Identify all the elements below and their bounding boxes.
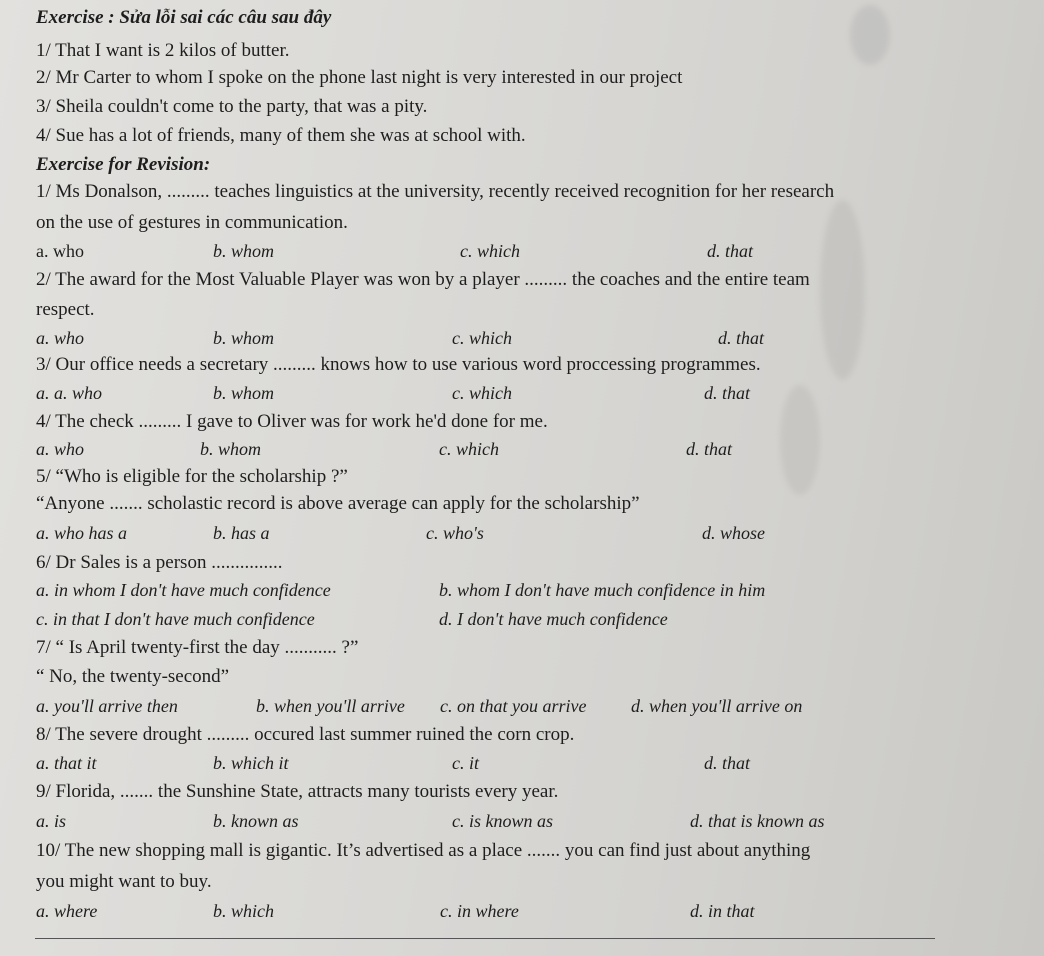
question-text: “ No, the twenty-second”	[36, 666, 230, 687]
option-c: c. which	[452, 383, 512, 403]
option-b: b. whom I don't have much confidence in him	[439, 580, 766, 600]
option-c: c. which	[460, 241, 520, 261]
exercise1-item: 3/ Sheila couldn't come to the party, that was a pity.	[36, 96, 428, 117]
option-a: a. who	[36, 241, 84, 261]
option-d: d. in that	[690, 901, 755, 921]
option-d: d. when you'll arrive on	[631, 696, 803, 716]
option-d: d. that	[707, 241, 754, 261]
show-through-mark	[780, 385, 820, 495]
question-text: 2/ The award for the Most Valuable Player was won by a player ......... the coaches and the entire team	[36, 269, 810, 290]
option-a: a. who	[36, 328, 85, 348]
question-text: “Anyone ....... scholastic record is above average can apply for the scholarship”	[36, 493, 640, 514]
option-d: d. that	[704, 753, 751, 773]
option-a: a. you'll arrive then	[36, 696, 178, 716]
question-text: 5/ “Who is eligible for the scholarship ?”	[36, 466, 348, 487]
option-d: d. I don't have much confidence	[439, 609, 668, 629]
bottom-divider	[35, 938, 935, 939]
option-c: c. it	[452, 753, 479, 773]
option-c: c. which	[439, 439, 499, 459]
question-text: 7/ “ Is April twenty-first the day ........... ?”	[36, 637, 359, 658]
option-a: a. is	[36, 811, 67, 831]
option-b: b. whom	[213, 328, 275, 348]
option-c: c. in that I don't have much confidence	[36, 609, 315, 629]
option-d: d. that	[686, 439, 733, 459]
exercise-title: Exercise : Sửa lỗi sai các câu sau đây	[36, 7, 332, 28]
option-d: d. whose	[702, 523, 765, 543]
option-b: b. whom	[200, 439, 262, 459]
question-text: respect.	[36, 299, 95, 320]
option-c: c. on that you arrive	[440, 696, 587, 716]
question-text: 4/ The check ......... I gave to Oliver was for work he'd done for me.	[36, 411, 548, 432]
option-a: a. a. who	[36, 383, 103, 403]
option-d: d. that is known as	[690, 811, 825, 831]
question-text: 9/ Florida, ....... the Sunshine State, attracts many tourists every year.	[36, 781, 559, 802]
question-text: on the use of gestures in communication.	[36, 212, 348, 233]
option-d: d. that	[718, 328, 765, 348]
option-a: a. that it	[36, 753, 97, 773]
option-a: a. where	[36, 901, 98, 921]
exercise1-item: 4/ Sue has a lot of friends, many of them she was at school with.	[36, 125, 526, 146]
option-b: b. whom	[213, 241, 275, 261]
question-text: 10/ The new shopping mall is gigantic. It’s advertised as a place ....... you can find just about anything	[36, 840, 811, 861]
option-c: c. is known as	[452, 811, 553, 831]
question-text: 6/ Dr Sales is a person ...............	[36, 552, 283, 573]
question-text: 3/ Our office needs a secretary ......... knows how to use various word proccessing programmes.	[36, 354, 761, 375]
option-b: b. known as	[213, 811, 299, 831]
option-a: a. in whom I don't have much confidence	[36, 580, 331, 600]
option-b: b. which it	[213, 753, 289, 773]
revision-title: Exercise for Revision:	[36, 154, 211, 175]
show-through-mark	[850, 5, 890, 65]
option-b: b. when you'll arrive	[256, 696, 405, 716]
option-c: c. in where	[440, 901, 519, 921]
option-d: d. that	[704, 383, 751, 403]
option-b: b. has a	[213, 523, 270, 543]
question-text: you might want to buy.	[36, 871, 212, 892]
option-b: b. which	[213, 901, 274, 921]
exercise1-item: 2/ Mr Carter to whom I spoke on the phone last night is very interested in our project	[36, 67, 683, 88]
question-text: 8/ The severe drought ......... occured last summer ruined the corn crop.	[36, 724, 575, 745]
option-c: c. who's	[426, 523, 484, 543]
option-b: b. whom	[213, 383, 275, 403]
question-text: 1/ Ms Donalson, ......... teaches linguistics at the university, recently received recognition for her research	[36, 181, 835, 202]
option-a: a. who has a	[36, 523, 128, 543]
option-c: c. which	[452, 328, 512, 348]
show-through-mark	[820, 200, 865, 380]
option-a: a. who	[36, 439, 85, 459]
exercise1-item: 1/ That I want is 2 kilos of butter.	[36, 40, 290, 61]
